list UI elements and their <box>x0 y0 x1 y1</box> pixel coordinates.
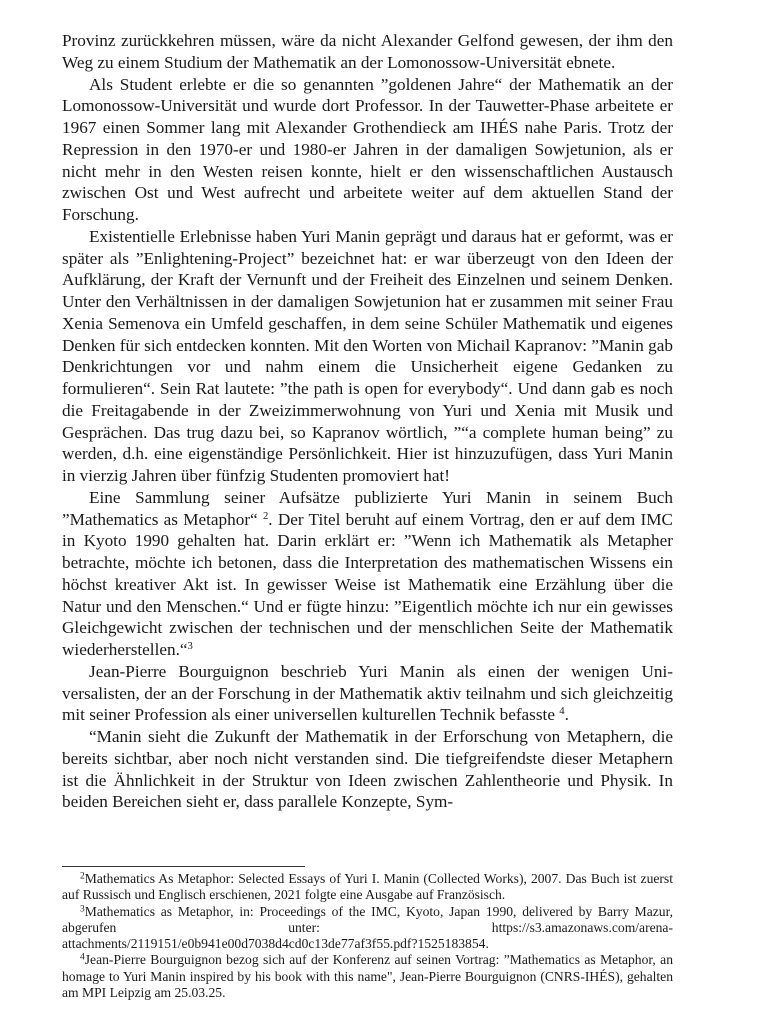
paragraph-text: Jean-Pierre Bourguignon beschrieb Yuri Manin als einen der wenigen Universalisten, der an der Forschung in der Mathematik aktiv teilnahm und sich gleichzeitig mit seiner Profession als einer universellen kulturellen Technik befasste <box>62 661 673 725</box>
paragraph <box>62 661 673 726</box>
footnote-mark: 3 <box>80 903 85 914</box>
footnote-text: Jean-Pierre Bourguignon bezog sich auf der Konferenz auf seinen Vortrag: ”Mathematics as Metaphor, an homage to Yuri Manin inspired by his book with this name", Jean-Pierre Bourguignon (CNRS-IHÉS), gehalten am MPI Leipzig am 25.03.25. <box>62 952 673 1001</box>
footnote-ref[interactable]: 4 <box>559 706 565 718</box>
footnote-ref[interactable]: 3 <box>187 641 193 653</box>
document-body <box>62 30 673 813</box>
paragraph <box>62 487 673 661</box>
footnote-mark: 4 <box>80 952 85 963</box>
footnote <box>62 952 673 1001</box>
footnote-divider <box>62 866 305 867</box>
paragraph-text: . <box>564 705 569 725</box>
paragraph: Existentielle Erlebnisse haben Yuri Manin geprägt und daraus hat er geformt, was er später als ”Enlightening-Project” bezeichnet hat: er war überzeugt von den Ideen der Aufklärung, der Kraft der Vernunft und der Freiheit des Einzelnen und seinem Denken. Unter den Verhältnissen in der damaligen Sowjetunion hat er zusammen mit seiner Frau Xenia Semenova ein Umfeld geschaffen, in dem seine Schüler Mathematik und eigenes Denken für sich entdecken konnten. Mit den Worten von Michail Kapranov: ”Manin gab Denkrichtungen vor und nahm einem die Unsicherheit eigene Gedanken zu formulieren“. Sein Rat lautete: ”the path is open for everybody“. Und dann gab es noch die Freitagabende in der Zweizimmerwohnung von Yuri und Xenia mit Musik und Gesprächen. Das trug dazu bei, so Kapranov wörtlich, ”“a complete human being” zu werden, d.h. eine eigenständige Persönlichkeit. Hier ist hinzuzufügen, dass Yuri Manin in vierzig Jahren über fünfzig Studenten promoviert hat! <box>62 226 673 485</box>
paragraph-text: . Der Titel beruht auf einem Vortrag, den er auf dem IMC in Kyoto 1990 gehalten hat. Darin erklärt er: ”Wenn ich Mathematik als Metapher betrachte, möchte ich betonen, dass die Interpretation des mathematischen Wissens ein höchst kreativer Akt ist. In gewisser Weise ist Mathematik eine Erzählung über die Natur und den Menschen.“ Und er fügte hinzu: ”Eigentlich möchte ich nur ein gewisses Gleichgewicht zwischen der technischen und der menschlichen Seite der Mathematik wiederherstellen.“ <box>62 509 673 659</box>
paragraph: Als Student erlebte er die so genannten ”goldenen Jahre“ der Mathematik an der Lomonossow-Universität und wurde dort Professor. In der Tauwetter-Phase arbeitete er 1967 einen Sommer lang mit Alexander Grothendieck am IHÉS nahe Paris. Trotz der Repression in den 1970-er und 1980-er Jahren in der damaligen Sowjetunion, als er nicht mehr in den Westen reisen konnte, hielt er den wissenschaftlichen Austausch zwischen Ost und West aufrecht und arbeitete weiter auf dem aktuellen Stand der Forschung. <box>62 74 673 224</box>
footnotes <box>62 871 673 1001</box>
paragraph-text: Eine Sammlung seiner Aufsätze publizierte Yuri Manin in seinem Buch ”Mathematics as Metaphor“ <box>62 487 673 529</box>
footnote <box>62 871 673 904</box>
footnote-text[interactable]: Mathematics as Metaphor, in: Proceedings of the IMC, Kyoto, Japan 1990, delivered by Barry Mazur, abgerufen unter: https://s3.amazonaws.com/arena-attachments/2119151/e0b941e00d7038d4cd0c13de77af3f55.pdf?1525183854. <box>62 903 673 952</box>
paragraph: Provinz zurückkehren müssen, wäre da nicht Alexander Gelfond gewesen, der ihm den Weg zu einem Studium der Mathematik an der Lomonossow-Universität ebnete. <box>62 31 673 72</box>
footnote-ref[interactable]: 2 <box>262 510 269 522</box>
paragraph: “Manin sieht die Zukunft der Mathematik in der Erforschung von Metaphern, die bereits sichtbar, aber noch nicht verstanden sind. Die tiefgreifendste dieser Metaphern ist die Ähnlichkeit in der Struktur von Ideen zwischen Zahlentheorie und Physik. In beiden Bereichen sieht er, dass parallele Konzepte, Sym- <box>62 727 673 812</box>
footnote-text: Mathematics As Metaphor: Selected Essays of Yuri I. Manin (Collected Works), 2007. Das Buch ist zuerst auf Russisch und Englisch erschienen, 2021 folgte eine Ausgabe auf Französisch. <box>62 871 673 903</box>
footnote <box>62 904 673 953</box>
footnote-mark: 2 <box>80 871 85 882</box>
